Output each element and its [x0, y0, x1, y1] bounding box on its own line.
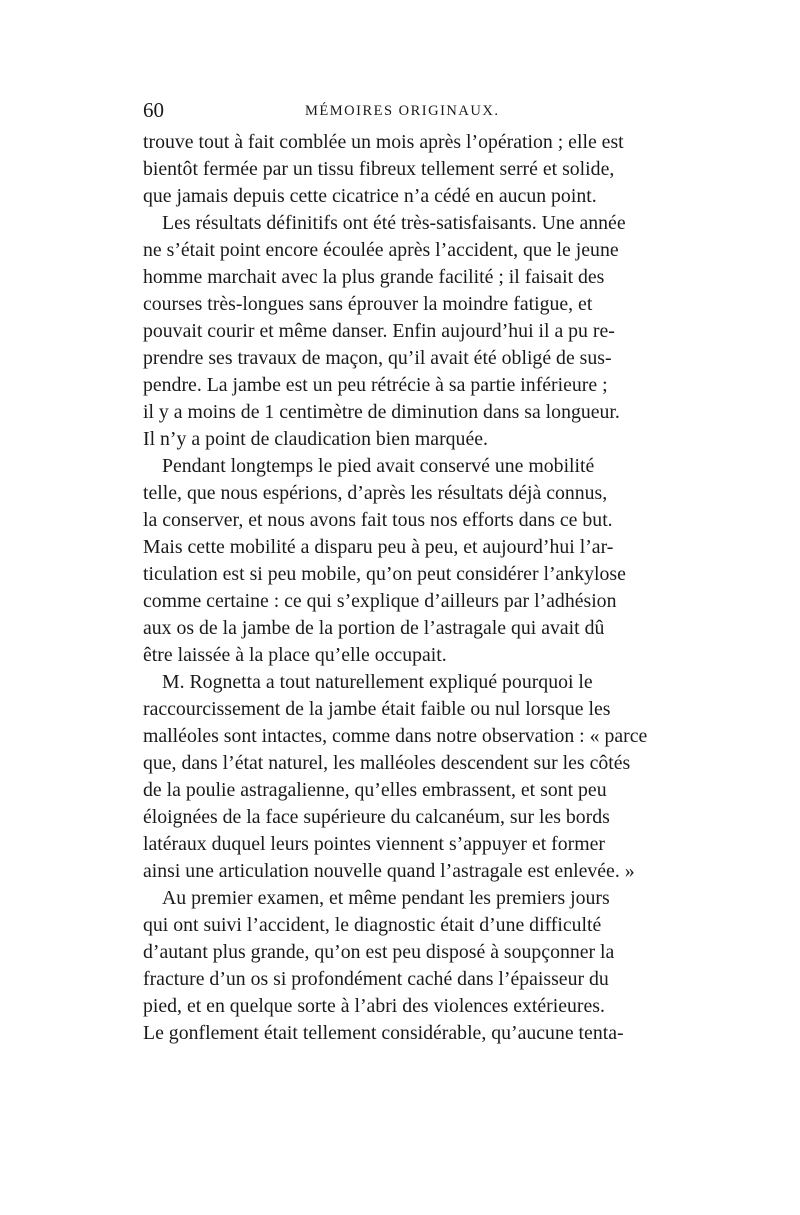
paragraph-first-line: M. Rognetta a tout naturellement expliqué pourquoi le	[162, 671, 593, 693]
body-text	[143, 129, 665, 1047]
page-number: 60	[143, 98, 164, 122]
text-line: ainsi une articulation nouvelle quand l’astragale est enlevée. »	[143, 860, 635, 882]
text-line: pied, et en quelque sorte à l’abri des violences extérieures.	[143, 995, 605, 1017]
paragraph-first-line: Pendant longtemps le pied avait conservé une mobilité	[162, 455, 595, 477]
text-line: éloignées de la face supérieure du calcanéum, sur les bords	[143, 806, 610, 828]
paragraph-first-line: Au premier examen, et même pendant les premiers jours	[162, 887, 610, 909]
text-line: Le gonflement était tellement considérable, qu’aucune tenta-	[143, 1022, 624, 1044]
text-line: trouve tout à fait comblée un mois après l’opération ; elle est	[143, 131, 624, 153]
text-line: raccourcissement de la jambe était faible ou nul lorsque les	[143, 698, 611, 720]
text-line: que jamais depuis cette cicatrice n’a cédé en aucun point.	[143, 185, 597, 207]
text-line: courses très-longues sans éprouver la moindre fatigue, et	[143, 293, 593, 315]
text-line: latéraux duquel leurs pointes viennent s’appuyer et former	[143, 833, 605, 855]
text-line: ticulation est si peu mobile, qu’on peut considérer l’ankylose	[143, 563, 626, 585]
text-line: Il n’y a point de claudication bien marquée.	[143, 428, 488, 450]
text-line: Mais cette mobilité a disparu peu à peu, et aujourd’hui l’ar-	[143, 536, 614, 558]
text-line: bientôt fermée par un tissu fibreux tellement serré et solide,	[143, 158, 615, 180]
text-line: la conserver, et nous avons fait tous nos efforts dans ce but.	[143, 509, 613, 531]
text-line: homme marchait avec la plus grande facilité ; il faisait des	[143, 266, 605, 288]
running-header	[143, 96, 665, 124]
text-line: aux os de la jambe de la portion de l’astragale qui avait dû	[143, 617, 605, 639]
text-line: pendre. La jambe est un peu rétrécie à sa partie inférieure ;	[143, 374, 608, 396]
text-line: pouvait courir et même danser. Enfin aujourd’hui il a pu re-	[143, 320, 615, 342]
text-line: de la poulie astragalienne, qu’elles embrassent, et sont peu	[143, 779, 607, 801]
paragraph-first-line: Les résultats définitifs ont été très-satisfaisants. Une année	[162, 212, 626, 234]
text-line: ne s’était point encore écoulée après l’accident, que le jeune	[143, 239, 619, 261]
text-line: telle, que nous espérions, d’après les résultats déjà connus,	[143, 482, 608, 504]
text-line: il y a moins de 1 centimètre de diminution dans sa longueur.	[143, 401, 620, 423]
text-line: être laissée à la place qu’elle occupait.	[143, 644, 447, 666]
text-line: d’autant plus grande, qu’on est peu disposé à soupçonner la	[143, 941, 615, 963]
text-line: qui ont suivi l’accident, le diagnostic était d’une difficulté	[143, 914, 602, 936]
text-line: comme certaine : ce qui s’explique d’ailleurs par l’adhésion	[143, 590, 617, 612]
text-line: prendre ses travaux de maçon, qu’il avait été obligé de sus-	[143, 347, 612, 369]
text-line: fracture d’un os si profondément caché dans l’épaisseur du	[143, 968, 609, 990]
running-title: MÉMOIRES ORIGINAUX.	[305, 103, 500, 119]
text-line: malléoles sont intactes, comme dans notre observation : « parce	[143, 725, 648, 747]
text-line: que, dans l’état naturel, les malléoles descendent sur les côtés	[143, 752, 631, 774]
